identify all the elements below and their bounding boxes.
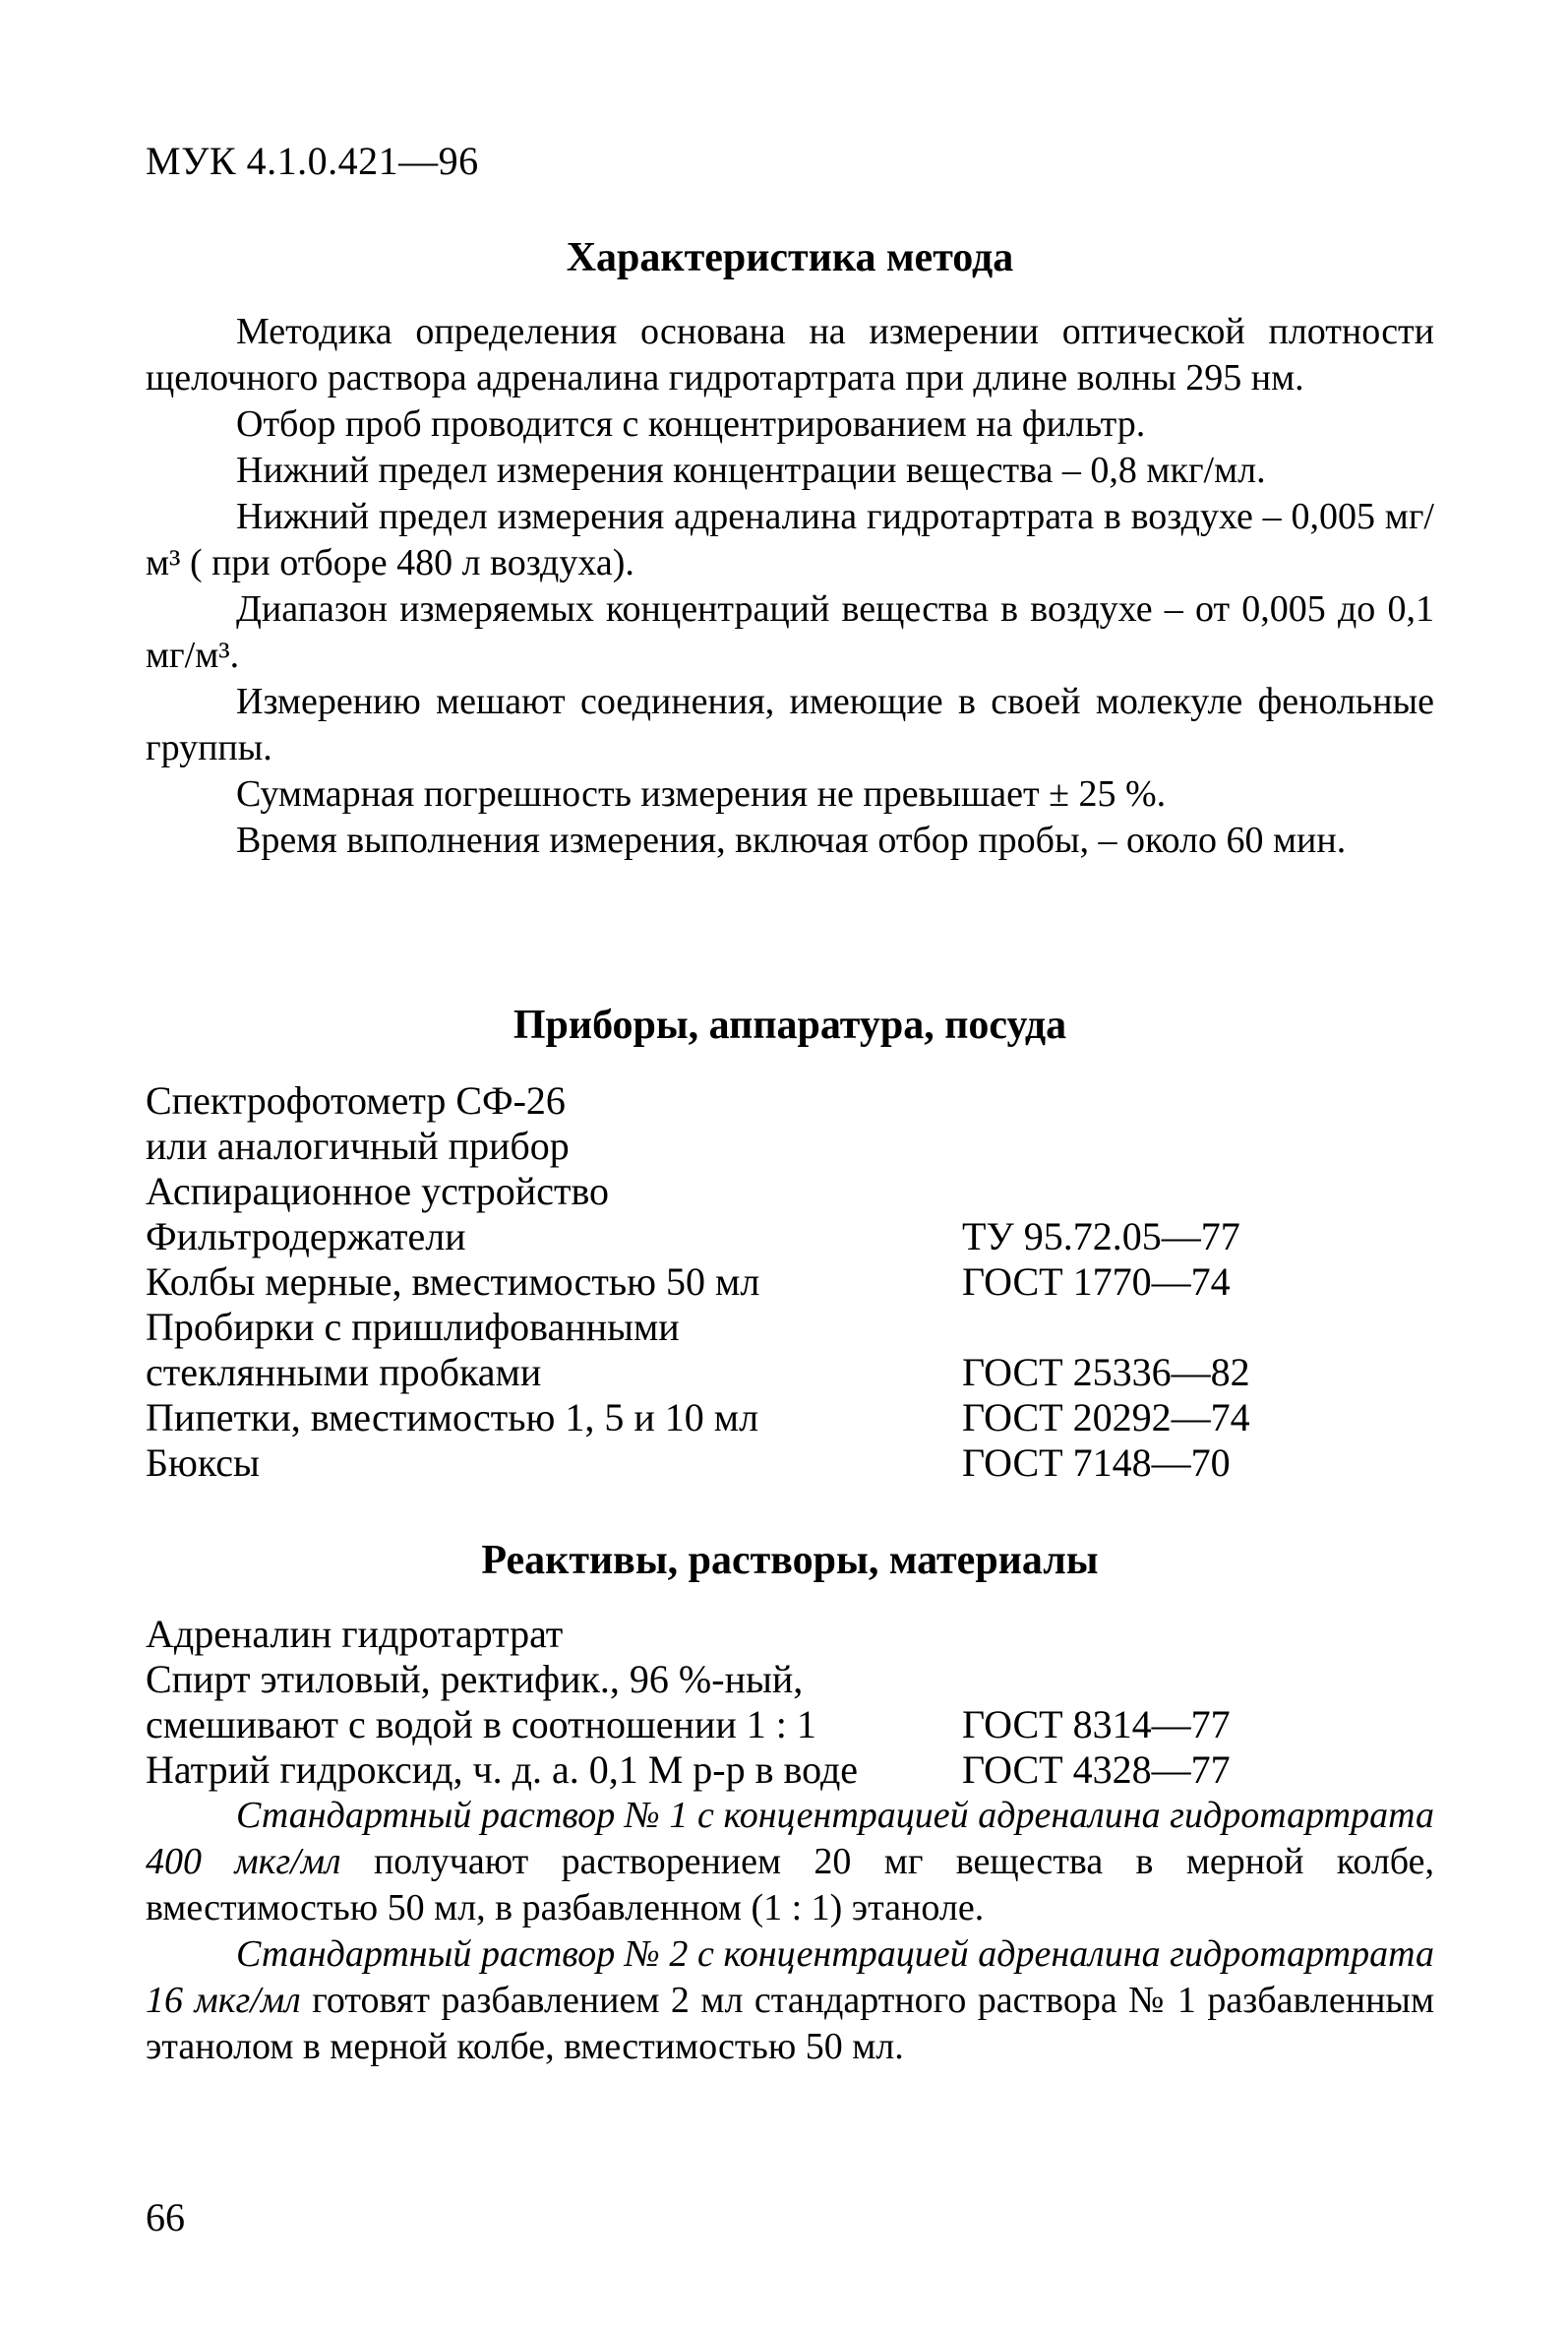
- item-name: Аспирационное устройство: [146, 1169, 610, 1213]
- list-item: [146, 1124, 1434, 1169]
- section-title-equipment: Приборы, аппаратура, посуда: [513, 1003, 1067, 1048]
- item-name: Пипетки, вместимостью 1, 5 и 10 мл: [146, 1395, 759, 1439]
- list-item: [146, 1259, 1434, 1305]
- method-paragraph: Время выполнения измерения, включая отбор пробы, – около 60 мин.: [236, 820, 1347, 861]
- reagents-list: [146, 1612, 1434, 1793]
- item-name: Колбы мерные, вместимостью 50 мл: [146, 1259, 760, 1304]
- item-name: Бюксы: [146, 1440, 260, 1485]
- list-item: [146, 1305, 1434, 1350]
- item-name: стеклянными пробками: [146, 1350, 542, 1394]
- item-name: смешивают с водой в соотношении 1 : 1: [146, 1702, 816, 1746]
- item-name: Адреналин гидротартрат: [146, 1612, 564, 1656]
- item-name: Спирт этиловый, ректифик., 96 %-ный,: [146, 1657, 804, 1701]
- solution-paragraph: [146, 1931, 1434, 2070]
- method-paragraph: Диапазон измеряемых концентраций вещества в воздухе – от 0,005 до 0,1 мг/м³.: [146, 588, 1434, 676]
- list-item: [146, 1078, 1434, 1124]
- solution-paragraph: [146, 1793, 1434, 1931]
- solution-text: готовят разбавлением 2 мл стандартного раствора № 1 разбавленным этанолом в мерной колбе, вместимостью 50 мл.: [146, 1980, 1435, 2067]
- method-paragraph: Нижний предел измерения адреналина гидротартрата в воздухе – 0,005 мг/м³ ( при отборе 480 л воздуха).: [146, 496, 1434, 583]
- list-item: [146, 1350, 1434, 1395]
- item-standard: [962, 1078, 1434, 1124]
- item-standard: [962, 1124, 1434, 1169]
- document-page: [146, 0, 1434, 2325]
- item-standard: ГОСТ 25336—82: [962, 1350, 1250, 1394]
- method-paragraph: Измерению мешают соединения, имеющие в своей молекуле фенольные группы.: [146, 681, 1434, 768]
- item-name: Спектрофотометр СФ-26: [146, 1078, 566, 1123]
- list-item: [146, 1214, 1434, 1259]
- equipment-list: [146, 1078, 1434, 1486]
- method-paragraph: Нижний предел измерения концентрации вещества – 0,8 мкг/мл.: [236, 450, 1266, 491]
- item-name: Фильтродержатели: [146, 1214, 466, 1258]
- page-number: 66: [146, 2195, 185, 2239]
- solution-name: Стандартный раствор № 2 с концентрацией адреналина гидротартрата 16 мкг/мл: [146, 1933, 1434, 2021]
- list-item: [146, 1612, 1434, 1657]
- item-standard: [962, 1305, 1434, 1350]
- item-standard: ГОСТ 1770—74: [962, 1259, 1231, 1304]
- item-standard: ГОСТ 20292—74: [962, 1395, 1250, 1439]
- item-standard: ТУ 95.72.05—77: [962, 1214, 1240, 1258]
- list-item: [146, 1169, 1434, 1214]
- item-name: или аналогичный прибор: [146, 1124, 570, 1168]
- item-standard: [962, 1657, 1434, 1702]
- method-paragraph: Суммарная погрешность измерения не превышает ± 25 %.: [236, 773, 1167, 815]
- method-paragraph: Отбор проб проводится с концентрированием на фильтр.: [236, 403, 1146, 445]
- standard-solutions: [146, 1793, 1434, 2070]
- item-standard: [962, 1169, 1434, 1214]
- section-title-reagents: Реактивы, растворы, материалы: [481, 1538, 1099, 1583]
- document-id: МУК 4.1.0.421—96: [146, 139, 479, 183]
- item-name: Натрий гидроксид, ч. д. а. 0,1 М р-р в воде: [146, 1747, 859, 1792]
- list-item: [146, 1747, 1434, 1793]
- list-item: [146, 1657, 1434, 1702]
- list-item: [146, 1440, 1434, 1486]
- solution-name: Стандартный раствор № 1 с концентрацией адреналина гидротартрата 400 мкг/мл: [146, 1795, 1434, 1882]
- list-item: [146, 1395, 1434, 1440]
- method-description: [146, 309, 1434, 864]
- method-paragraph: Методика определения основана на измерении оптической плотности щелочного раствора адреналина гидротартрата при длине волны 295 нм.: [146, 311, 1434, 398]
- item-standard: ГОСТ 8314—77: [962, 1702, 1231, 1746]
- list-item: [146, 1702, 1434, 1747]
- section-title-method: Характеристика метода: [566, 235, 1014, 280]
- item-standard: ГОСТ 4328—77: [962, 1747, 1231, 1792]
- item-standard: [962, 1612, 1434, 1657]
- solution-text: получают растворением 20 мг вещества в мерной колбе, вместимостью 50 мл, в разбавленном (1 : 1) этаноле.: [146, 1841, 1434, 1928]
- item-standard: ГОСТ 7148—70: [962, 1440, 1231, 1485]
- item-name: Пробирки с пришлифованными: [146, 1305, 680, 1349]
